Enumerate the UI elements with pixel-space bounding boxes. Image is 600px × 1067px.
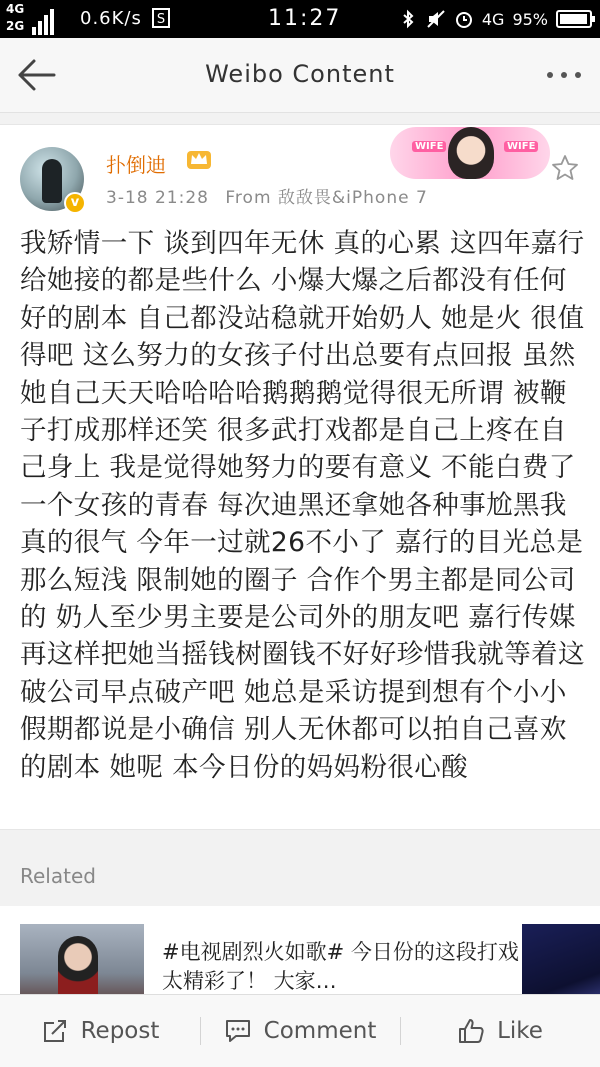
battery-fill xyxy=(560,14,587,24)
crown-icon xyxy=(186,147,212,171)
repost-icon xyxy=(41,1017,69,1045)
comment-button[interactable] xyxy=(200,995,400,1067)
battery-percent: 95% xyxy=(512,9,548,29)
network-label: 4G xyxy=(481,9,505,29)
top-bar xyxy=(0,38,600,113)
action-bar xyxy=(0,994,600,1067)
clock: 11:27 xyxy=(268,6,342,31)
like-button[interactable] xyxy=(400,995,600,1067)
more-dots-icon[interactable] xyxy=(542,60,586,90)
related-item[interactable] xyxy=(0,906,600,1006)
related-label: Related xyxy=(20,864,96,888)
signal-icon xyxy=(32,3,66,35)
page-title: Weibo Content xyxy=(205,60,395,88)
post-meta xyxy=(106,183,428,208)
banner-tag-right: WIFE xyxy=(504,141,538,152)
post-source: From 敌敌畏&iPhone 7 xyxy=(225,188,428,208)
s-icon: S xyxy=(152,8,170,28)
post-card xyxy=(0,124,600,830)
network-type-bottom: 2G xyxy=(6,19,25,33)
post-date: 3-18 21:28 xyxy=(106,188,209,208)
like-label: Like xyxy=(497,1018,543,1044)
thumbs-up-icon xyxy=(457,1017,485,1045)
alarm-icon xyxy=(454,9,474,29)
status-bar xyxy=(0,0,600,38)
network-speed: 0.6K/s xyxy=(80,8,142,29)
username[interactable]: 扑倒迪 xyxy=(106,153,166,177)
network-type xyxy=(6,1,24,35)
bluetooth-icon xyxy=(398,9,418,29)
banner-portrait xyxy=(448,127,494,179)
battery-icon xyxy=(556,10,592,28)
star-icon[interactable] xyxy=(550,153,580,183)
repost-button[interactable] xyxy=(0,995,200,1067)
post-text: 我矫情一下 谈到四年无休 真的心累 这四年嘉行给她接的都是些什么 小爆大爆之后都没有任何好的剧本 自己都没站稳就开始奶人 她是火 很值得吧 这么努力的女孩子付出总要有点回报 虽然她自己天天哈哈哈哈鹅鹅鹅觉得很无所谓 被鞭子打成那样还笑 很多武打戏都是自己上疼在自己身上 我是觉得她努力的要有意义 不能白费了一个女孩的青春 每次迪黑还拿她各种事尬黑我真的很气 今年一过就26不小了 嘉行的目光总是那么短浅 限制她的圈子 合作个男主都是同公司的 奶人至少男主要是公司外的朋友吧 嘉行传媒再这样把她当摇钱树圈钱不好好珍惜我就等着这破公司早点破产吧 她总是采访提到想有个小小假期都说是小确信 别人无休都可以拍自己喜欢的剧本 她呢 本今日份的妈妈粉很心酸 xyxy=(20,228,585,783)
comment-icon xyxy=(224,1017,252,1045)
comment-label: Comment xyxy=(263,1018,377,1044)
related-item-text[interactable]: #电视剧烈火如歌# 今日份的这段打戏太精彩了！ 大家… xyxy=(162,940,519,993)
repost-label: Repost xyxy=(80,1018,160,1044)
banner-tag-left: WIFE xyxy=(412,141,446,152)
mute-icon xyxy=(426,9,446,29)
verified-badge-icon: v xyxy=(64,192,86,214)
decoration-banner xyxy=(390,127,550,179)
network-type-top: 4G xyxy=(6,2,25,16)
